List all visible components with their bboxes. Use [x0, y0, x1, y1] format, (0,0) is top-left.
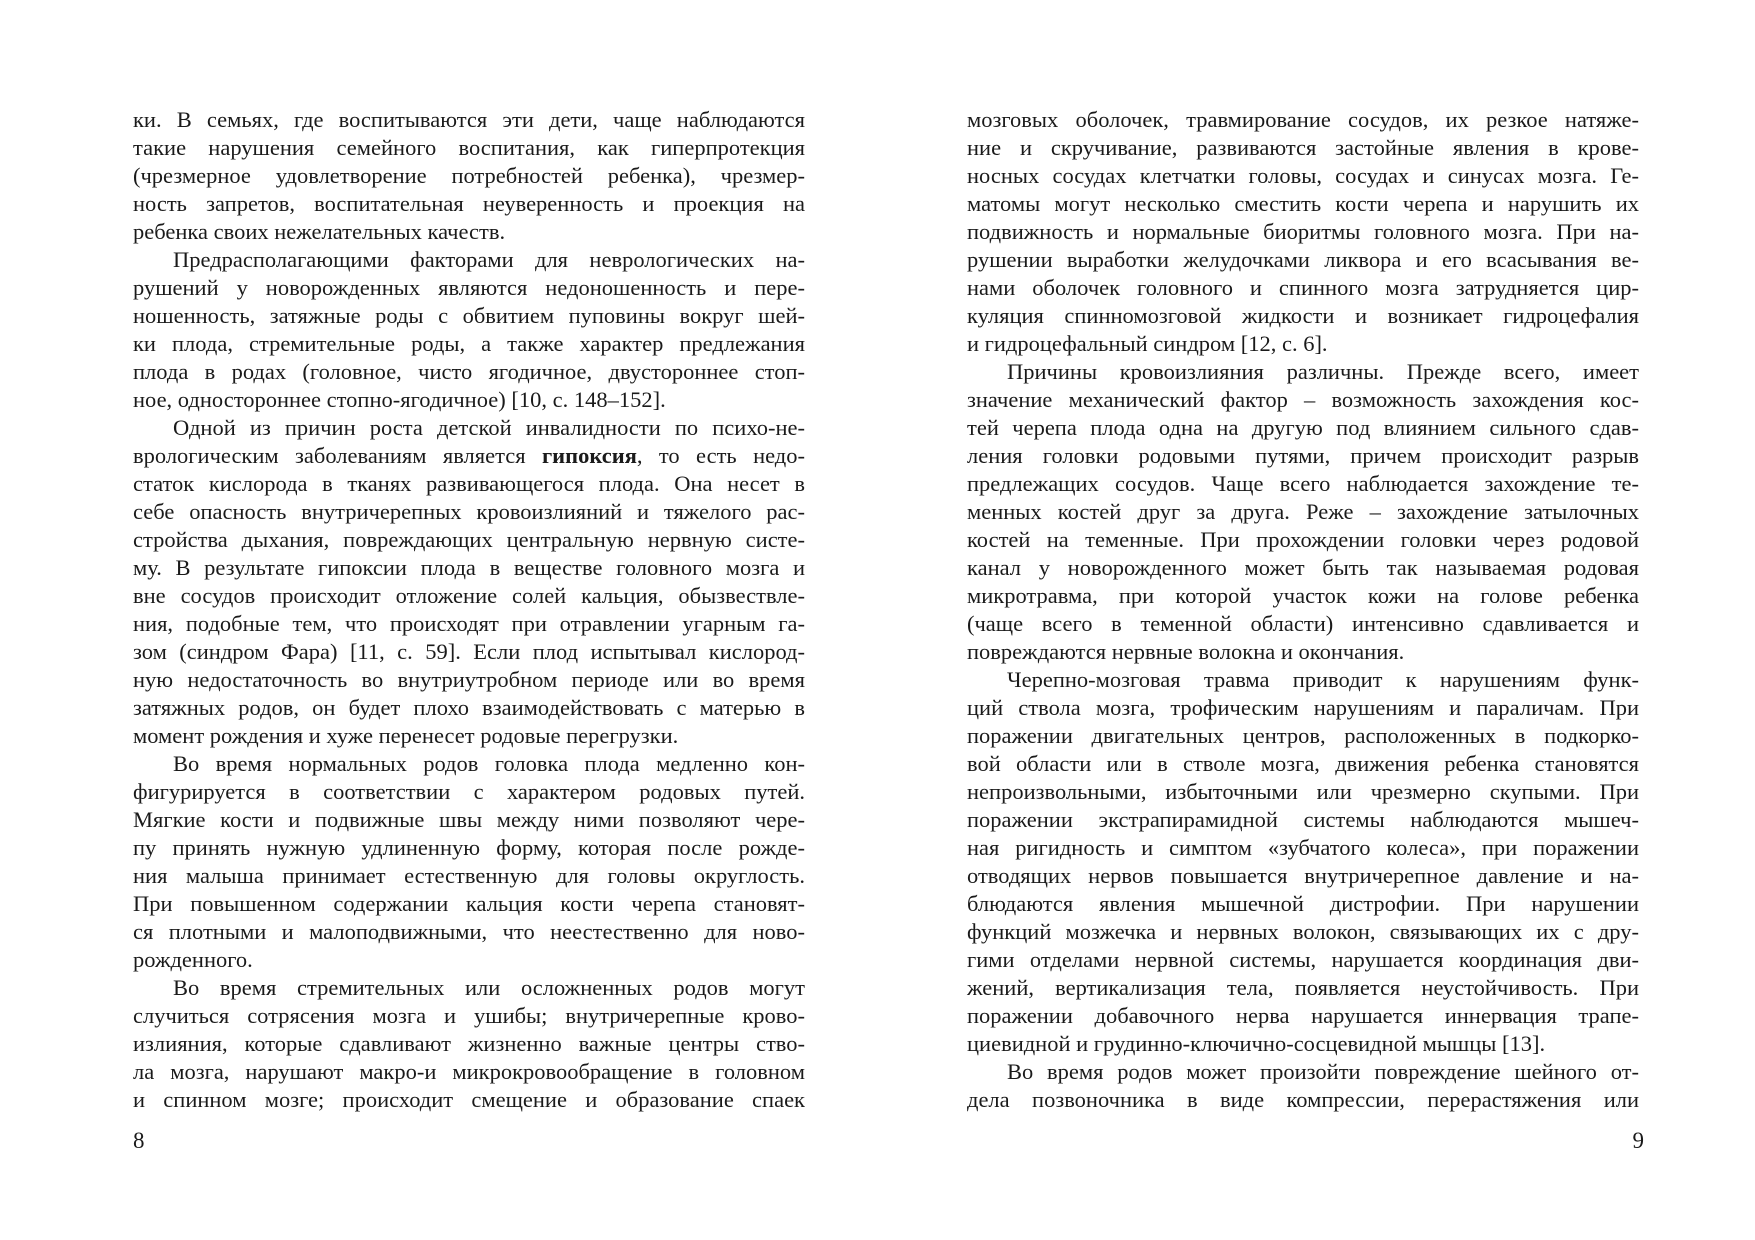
- text-line: стройства дыхания, повреждающих центральную нервную систе-: [133, 527, 805, 552]
- page-number-right: 9: [1632, 1128, 1644, 1153]
- bold-term-continuation: , то есть недо-: [636, 443, 805, 468]
- text-line: предлежащих сосудов. Чаще всего наблюдается захождение те-: [967, 471, 1639, 496]
- text-line: Мягкие кости и подвижные швы между ними позволяют чере-: [133, 807, 805, 832]
- text-line: функций мозжечка и нервных волокон, связывающих их с дру-: [967, 919, 1639, 944]
- text-line: непроизвольными, избыточными или чрезмерно скупыми. При: [967, 779, 1639, 804]
- text-line: такие нарушения семейного воспитания, как гиперпротекция: [133, 135, 805, 160]
- text-line: ки. В семьях, где воспитываются эти дети, чаще наблюдаются: [133, 107, 805, 132]
- text-line: При повышенном содержании кальция кости черепа становят-: [133, 891, 805, 916]
- text-line: нами оболочек головного и спинного мозга затрудняется цир-: [967, 275, 1639, 300]
- text-line: ние и скручивание, развиваются застойные явления в крове-: [967, 135, 1639, 160]
- text-line: плода в родах (головное, чисто ягодичное, двустороннее стоп-: [133, 359, 805, 384]
- paragraph: [967, 666, 1639, 1058]
- text-line: му. В результате гипоксии плода в веществе головного мозга и: [133, 555, 805, 580]
- text-line: ния малыша принимает естественную для головы округлость.: [133, 863, 805, 888]
- text-line: канал у новорожденного может быть так называемая родовая: [967, 555, 1639, 580]
- text-line: ношенность, затяжные роды с обвитием пуповины вокруг шей-: [133, 303, 805, 328]
- text-line: матомы могут несколько сместить кости черепа и нарушить их: [967, 191, 1639, 216]
- paragraph: [967, 358, 1639, 666]
- text-line: поражении двигательных центров, расположенных в подкорко-: [967, 723, 1639, 748]
- text-line: ность запретов, воспитательная неуверенность и проекция на: [133, 191, 805, 216]
- paragraph: [133, 106, 805, 246]
- text-line: (чрезмерное удовлетворение потребностей ребенка), чрезмер-: [133, 163, 805, 188]
- text-line: и спинном мозге; происходит смещение и образование спаек: [133, 1087, 805, 1112]
- text-line: значение механический фактор – возможность захождения кос-: [967, 387, 1639, 412]
- text-line: менных костей друг за друга. Реже – захождение затылочных: [967, 499, 1639, 524]
- text-line: случиться сотрясения мозга и ушибы; внутричерепные крово-: [133, 1003, 805, 1028]
- bold-term: гипоксия: [541, 443, 637, 468]
- text-line: рушений у новорожденных являются недоношенность и пере-: [133, 275, 805, 300]
- text-line: циевидной и грудинно-ключично-сосцевидной мышцы [13].: [967, 1031, 1546, 1056]
- text-line: себе опасность внутричерепных кровоизлияний и тяжелого рас-: [133, 499, 805, 524]
- text-line: повреждаются нервные волокна и окончания.: [967, 639, 1405, 664]
- paragraph: [967, 106, 1639, 358]
- text-line: поражении экстрапирамидной системы наблюдаются мышеч-: [967, 807, 1639, 832]
- paragraph: [133, 750, 805, 974]
- text-line: пу принять нужную удлиненную форму, которая после рожде-: [133, 835, 805, 860]
- text-line: отводящих нервов повышается внутричерепное давление и на-: [967, 863, 1639, 888]
- paragraph: [133, 246, 805, 414]
- text-line: Во время нормальных родов головка плода медленно кон-: [173, 751, 805, 776]
- text-line: Причины кровоизлияния различны. Прежде всего, имеет: [1007, 359, 1639, 384]
- text-line: костей на теменные. При прохождении головки через родовой: [967, 527, 1639, 552]
- text-line: врологическим заболеваниям является гипоксия, то есть недо-: [133, 443, 805, 468]
- text-line: Во время родов может произойти повреждение шейного от-: [1007, 1059, 1639, 1084]
- text-line: мозговых оболочек, травмирование сосудов, их резкое натяже-: [967, 107, 1639, 132]
- text-line: Одной из причин роста детской инвалидности по психо-не-: [173, 415, 805, 440]
- text-line: рушении выработки желудочками ликвора и его всасывания ве-: [967, 247, 1639, 272]
- text-line: ную недостаточность во внутриутробном периоде или во время: [133, 667, 805, 692]
- text-line: жений, вертикализация тела, появляется неустойчивость. При: [967, 975, 1639, 1000]
- text-line: ся плотными и малоподвижными, что неестественно для ново-: [133, 919, 805, 944]
- text-line: Предрасполагающими факторами для неврологических на-: [173, 247, 805, 272]
- text-line: ная ригидность и симптом «зубчатого колеса», при поражении: [967, 835, 1639, 860]
- text-line: статок кислорода в тканях развивающегося плода. Она несет в: [133, 471, 805, 496]
- text-line: Во время стремительных или осложненных родов могут: [173, 975, 805, 1000]
- text-line: момент рождения и хуже перенесет родовые перегрузки.: [133, 723, 679, 748]
- text-line: ное, одностороннее стопно-ягодичное) [10, с. 148–152].: [133, 387, 666, 412]
- text-line: ления головки родовыми путями, причем происходит разрыв: [967, 443, 1639, 468]
- text-line: и гидроцефальный синдром [12, с. 6].: [967, 331, 1328, 356]
- text-line: вне сосудов происходит отложение солей кальция, обызвествле-: [133, 583, 805, 608]
- text-line: куляция спинномозговой жидкости и возникает гидроцефалия: [967, 303, 1639, 328]
- text-line: затяжных родов, он будет плохо взаимодействовать с матерью в: [133, 695, 805, 720]
- text-line: вой области или в стволе мозга, движения ребенка становятся: [967, 751, 1639, 776]
- text-line: зом (синдром Фара) [11, с. 59]. Если плод испытывал кислород-: [133, 639, 805, 664]
- paragraph: [133, 974, 805, 1114]
- left-page: [0, 0, 877, 1240]
- text-line: ций ствола мозга, трофическим нарушениям и параличам. При: [967, 695, 1639, 720]
- text-line: подвижность и нормальные биоритмы головного мозга. При на-: [967, 219, 1639, 244]
- text-line: Черепно-мозговая травма приводит к нарушениям функ-: [1007, 667, 1639, 692]
- paragraph: [133, 414, 805, 750]
- text-line: (чаще всего в теменной области) интенсивно сдавливается и: [967, 611, 1639, 636]
- paragraph: [967, 1058, 1639, 1114]
- text-line: излияния, которые сдавливают жизненно важные центры ство-: [133, 1031, 805, 1056]
- text-line: ки плода, стремительные роды, а также характер предлежания: [133, 331, 805, 356]
- text-line: тей черепа плода одна на другую под влиянием сильного сдав-: [967, 415, 1639, 440]
- text-line: блюдаются явления мышечной дистрофии. При нарушении: [967, 891, 1639, 916]
- text-line: поражении добавочного нерва нарушается иннервация трапе-: [967, 1003, 1639, 1028]
- text-line: микротравма, при которой участок кожи на голове ребенка: [967, 583, 1639, 608]
- text-line: гими отделами нервной системы, нарушается координация дви-: [967, 947, 1639, 972]
- text-line: фигурируется в соответствии с характером родовых путей.: [133, 779, 805, 804]
- text-line: носных сосудах клетчатки головы, сосудах и синусах мозга. Ге-: [967, 163, 1639, 188]
- text-line: ребенка своих нежелательных качеств.: [133, 219, 506, 244]
- right-page: [877, 0, 1755, 1240]
- text-line: ла мозга, нарушают макро-и микрокровообращение в головном: [133, 1059, 805, 1084]
- right-page-text: [967, 106, 1639, 1114]
- page-number-left: 8: [133, 1128, 145, 1153]
- text-line: ния, подобные тем, что происходят при отравлении угарным га-: [133, 611, 805, 636]
- text-line: рожденного.: [133, 947, 253, 972]
- text-line: дела позвоночника в виде компрессии, перерастяжения или: [967, 1087, 1639, 1112]
- left-page-text: [133, 106, 805, 1114]
